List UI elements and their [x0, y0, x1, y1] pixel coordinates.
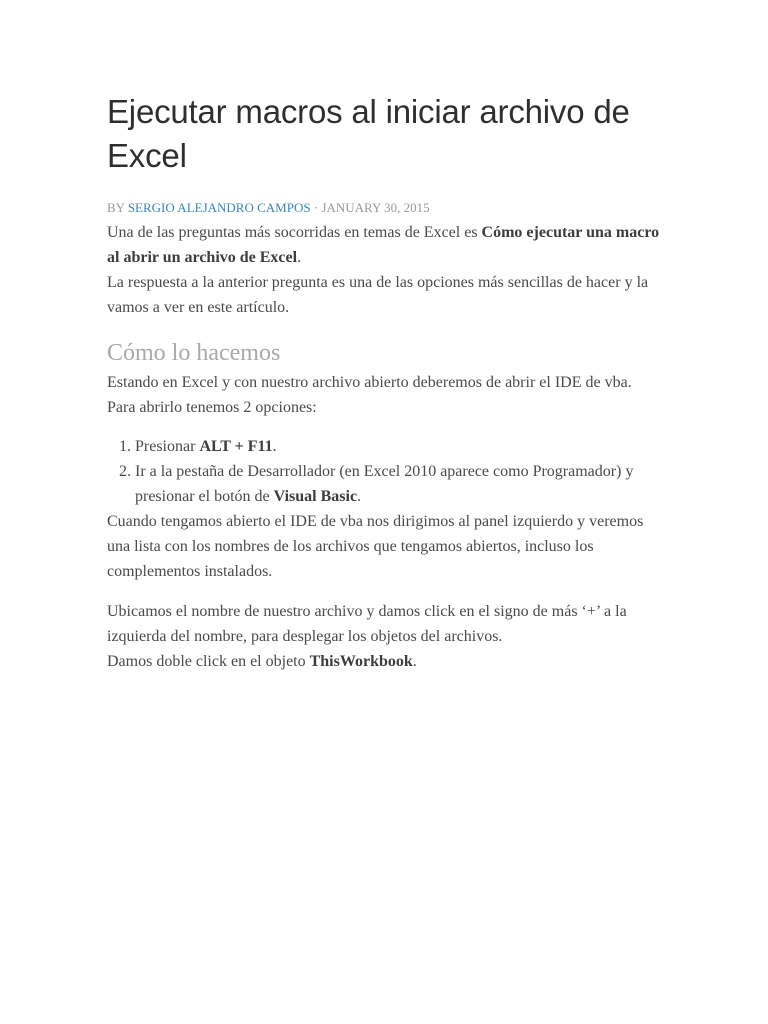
intro-bold: Cómo ejecutar una macro al abrir un archivo de Excel [107, 224, 660, 266]
article-title: Ejecutar macros al iniciar archivo de Excel [107, 93, 630, 174]
paragraph-1: Estando en Excel y con nuestro archivo abierto deberemos de abrir el IDE de vba. Para abrirlo tenemos 2 opciones: [107, 374, 632, 416]
intro-text: Una de las preguntas más socorridas en temas de Excel es [107, 224, 482, 241]
step-end: . [357, 488, 362, 505]
list-item [135, 434, 663, 459]
paragraph-2: Cuando tengamos abierto el IDE de vba nos dirigimos al panel izquierdo y veremos una lista con los nombres de los archivos que tengamos abiertos, incluso los complementos instalados. [107, 513, 644, 580]
paragraph-3: Ubicamos el nombre de nuestro archivo y damos click en el signo de más ‘+’ a la izquierda del nombre, para desplegar los objetos del archivos. [107, 603, 627, 645]
intro-paragraph-2: La respuesta a la anterior pregunta es una de las opciones más sencillas de hacer y la vamos a ver en este artículo. [107, 274, 649, 316]
article-meta [107, 200, 663, 216]
step-text: Presionar [135, 438, 200, 455]
step-end: . [272, 438, 277, 455]
step-bold: ALT + F11 [199, 438, 273, 455]
intro-paragraph [107, 220, 663, 270]
para4-end: . [412, 653, 417, 670]
step-text: Ir a la pestaña de Desarrollador (en Excel 2010 aparece como Programador) y presionar el botón de [135, 463, 634, 505]
article [107, 90, 663, 674]
intro-end: . [297, 249, 302, 266]
publish-date: JANUARY 30, 2015 [321, 200, 430, 215]
para4-text: Damos doble click en el objeto [107, 653, 310, 670]
para4-bold: ThisWorkbook [309, 653, 413, 670]
paragraph-4 [107, 649, 663, 674]
list-item [135, 459, 663, 509]
author-link[interactable]: SERGIO ALEJANDRO CAMPOS [127, 200, 311, 215]
meta-separator: · [313, 200, 319, 215]
steps-list [107, 434, 663, 509]
by-label: BY [107, 200, 125, 215]
step-bold: Visual Basic [273, 488, 358, 505]
section-heading: Cómo lo hacemos [107, 340, 281, 366]
